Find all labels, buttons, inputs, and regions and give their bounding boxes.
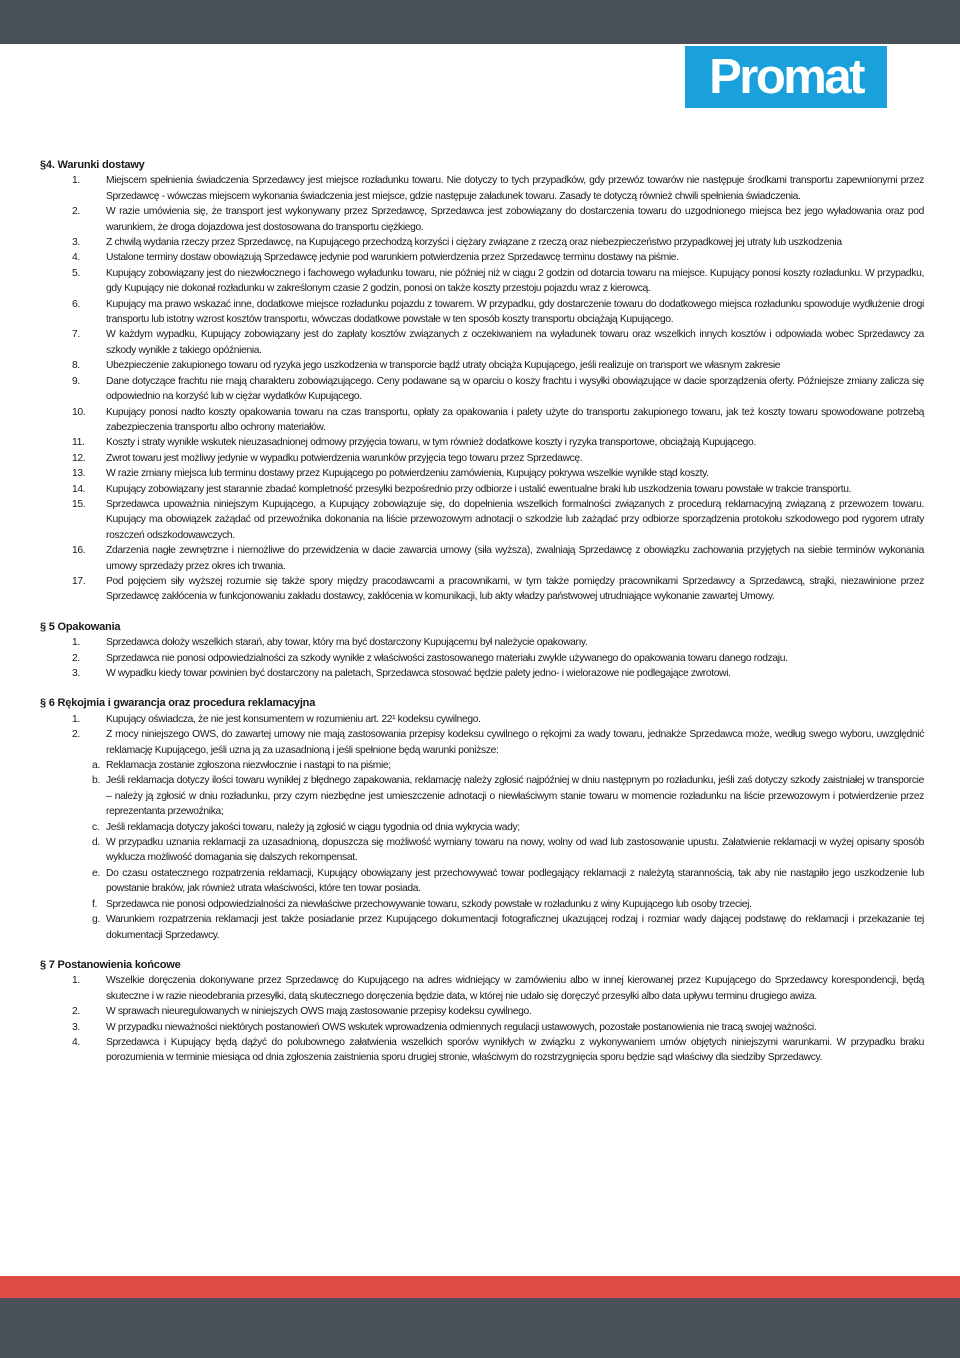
item-number: 3. [72, 1021, 80, 1033]
list-item [40, 897, 924, 912]
footer-red-band [0, 1276, 960, 1298]
item-number: 3. [72, 668, 80, 679]
section-rekojmia [40, 696, 924, 943]
list-item [40, 466, 924, 481]
section-postanowienia [40, 958, 924, 1066]
item-number: 1. [72, 713, 80, 725]
section-title: §4. Warunki dostawy [40, 159, 145, 171]
item-number: 2. [72, 729, 80, 741]
item-number: 9. [72, 375, 80, 387]
list-item [40, 1035, 924, 1066]
list-item [40, 204, 924, 235]
item-text: Z mocy niniejszego OWS, do zawartej umowy nie mają zastosowania przepisy kodeksu cywilnego o rękojmi za wady towaru, jednakże Sprzedawca może, według swego wyboru, uwzględnić reklamację Kupującego, jeśli uzna ją za uzasadnioną i jeśli spełnione będą warunki poniższe: [106, 729, 924, 756]
item-text: Zwrot towaru jest możliwy jedynie w wypadku potwierdzenia warunków przyjęcia tego towaru przez Sprzedawcę. [106, 452, 583, 464]
list-item [40, 543, 924, 574]
item-number: 3. [72, 237, 80, 249]
item-number: 17. [72, 575, 86, 587]
list-item [40, 250, 924, 265]
item-number: 1. [72, 975, 80, 987]
list-item [40, 266, 924, 297]
list-item [40, 405, 924, 436]
item-number: 6. [72, 298, 80, 310]
item-number: a. [92, 760, 100, 772]
item-text: Kupujący zobowiązany jest starannie zbadać kompletność przesyłki bezpośrednio przy odbiorze i ustalić ewentualne braki lub uszkodzenia towaru powstałe w trakcie transportu. [106, 483, 852, 495]
item-text: Warunkiem rozpatrzenia reklamacji jest także posiadanie przez Kupującego dokumentacji fotograficznej ukazującej rodzaj i rozmiar wady dającej podstawę do reklamacji i przekazanie tej dokumentacji Sprzedawcy. [106, 914, 924, 941]
list-item [40, 327, 924, 358]
item-text: Sprzedawca upoważnia niniejszym Kupującego, a Kupujący zobowiązuje się, do dopełnienia wszelkich formalności związanych z procedurą reklamacyjną związaną z przewozem towaru. Kupujący ma obowiązek zażądać od przewoźnika dokonania na liście przewozowym adnotacji o szkodzie lub zażądać przy odbiorze sporządzenia protokołu szkodowego pod rygorem utraty roszczeń odszkodowawczych. [106, 498, 924, 541]
item-text: Kupujący oświadcza, że nie jest konsumentem w rozumieniu art. 22¹ kodeksu cywilnego. [106, 713, 481, 725]
list-item [40, 712, 924, 727]
item-text: Ubezpieczenie zakupionego towaru od ryzyka jego uszkodzenia w transporcie bądź utraty obciąża Kupującego, jeśli realizuje on transport we własnym zakresie [106, 360, 781, 372]
item-number: c. [92, 821, 100, 833]
list-item [40, 835, 924, 866]
item-number: 4. [72, 1036, 80, 1048]
item-number: 16. [72, 545, 86, 557]
document-body [40, 158, 924, 1081]
item-text: Sprzedawca nie ponosi odpowiedzialności za niewłaściwe przechowywanie towaru, szkody powstałe w rozładunku z winy Kupującego lub osoby trzeciej. [106, 898, 752, 910]
item-number: 4. [72, 252, 80, 264]
list-item [40, 651, 924, 666]
list-item [40, 451, 924, 466]
item-text: Zdarzenia nagłe zewnętrzne i niemożliwe do przewidzenia w dacie zawarcia umowy (siła wyższa), zwalniają Sprzedawcę z obowiązku zachowania przyjętych na siebie terminów wykonania umowy sprzedaży przez okres ich trwania. [106, 545, 924, 572]
item-number: 2. [72, 206, 80, 218]
item-number: 1. [72, 175, 80, 187]
item-number: g. [92, 914, 100, 926]
item-text: Ustalone terminy dostaw obowiązują Sprzedawcę jedynie pod warunkiem potwierdzenia przez Sprzedawcę terminu dostawy na piśmie. [106, 252, 679, 264]
section-warunki-dostawy [40, 158, 924, 605]
item-number: 13. [72, 468, 86, 480]
item-text: Pod pojęciem siły wyższej rozumie się także spory między pracodawcami a pracownikami, w tym także pomiędzy pracownikami Sprzedawcy a Sprzedawcą, strajki, niezawinione przez Sprzedawcę zakłócenia w funkcjonowaniu zakładu dostawcy, zakłócenia w komunikacji, lub akty władzy państwowej utrudniające wykonanie zawartej Umowy. [106, 575, 924, 603]
section-items [40, 973, 924, 1065]
list-item [40, 574, 924, 605]
item-number: 8. [72, 360, 80, 372]
item-text: Koszty i straty wynikłe wskutek nieuzasadnionej odmowy przyjęcia towaru, w tym również dodatkowe koszty i ryzyka transportowe, obciążają Kupującego. [106, 437, 756, 449]
list-item [40, 666, 924, 681]
section-title: § 6 Rękojmia i gwarancja oraz procedura reklamacyjna [40, 697, 316, 710]
item-number: 10. [72, 406, 86, 418]
list-item [40, 173, 924, 204]
list-item [40, 482, 924, 497]
item-text: Sprzedawca dołoży wszelkich starań, aby towar, który ma być dostarczony Kupującemu był należycie opakowany. [106, 637, 588, 649]
item-text: W sprawach nieuregulowanych w niniejszych OWS mają zastosowanie przepisy kodeksu cywilnego. [106, 1006, 532, 1018]
list-item [40, 435, 924, 450]
item-number: b. [92, 775, 100, 787]
item-number: 2. [72, 652, 80, 664]
item-text: W przypadku nieważności niektórych postanowień OWS wskutek wprowadzenia odmiennych regulacji ustawowych, pozostałe postanowienia nie tracą swojej ważności. [106, 1021, 817, 1033]
item-number: 5. [72, 267, 80, 279]
list-item [40, 912, 924, 943]
item-text: W wypadku kiedy towar powinien być dostarczony na paletach, Sprzedawca stosować będzie palety jedno- i wielorazowe nie podlegające zwrotowi. [106, 668, 731, 679]
item-number: e. [92, 867, 100, 879]
item-text: Kupujący ponosi nadto koszty opakowania towaru na czas transportu, opłaty za opakowania i palety użyte do transportu zakupionego towaru, jak też koszty towaru spowodowane potrzebą zabezpieczenia transportu albo ochrony materiałów. [106, 406, 924, 433]
item-number: d. [92, 837, 100, 849]
list-item [40, 235, 924, 250]
list-item [40, 297, 924, 328]
list-item [40, 973, 924, 1004]
item-number: f. [92, 898, 98, 910]
list-item [40, 1004, 924, 1019]
item-number: 7. [72, 329, 80, 341]
section-title: § 7 Postanowienia końcowe [40, 958, 181, 971]
item-text: W razie umówienia się, że transport jest wykonywany przez Sprzedawcę, Sprzedawca jest zobowiązany do dostarczenia towaru do uzgodnionego miejsca bez jego wyładowania oraz pod warunkiem, że droga dojazdowa jest dostosowana do transportu ciężkiego. [106, 206, 924, 233]
item-text: Miejscem spełnienia świadczenia Sprzedawcy jest miejsce rozładunku towaru. Nie dotyczy to tych przypadków, gdy przewóz towarów nie następuje środkami transportu zapewnionymi przez Sprzedawcę - wówczas miejscem wykonania świadczenia jest miejsce, gdzie następuje załadunek towaru. Zasady te dotyczą również chwili spełnienia świadczenia. [106, 175, 924, 202]
item-text: W przypadku uznania reklamacji za uzasadnioną, dopuszcza się możliwość wymiany towaru na nowy, wolny od wad lub zastosowanie upustu. Załatwienie reklamacji w wyżej opisany sposób wyklucza możliwość domagania się dalszych rekompensat. [106, 837, 924, 864]
item-number: 12. [72, 452, 86, 464]
item-text: Sprzedawca nie ponosi odpowiedzialności za szkody wynikłe z właściwości zastosowanego materiału zwykle używanego do opakowania towaru danego rodzaju. [106, 652, 788, 664]
top-bar [0, 0, 960, 44]
list-item [40, 358, 924, 373]
item-text: Dane dotyczące frachtu nie mają charakteru zobowiązującego. Ceny podawane są w oparciu o koszy frachtu i wysyłki obowiązujące w dacie sporządzenia oferty. Późniejsze zmiany zalicza się odpowiednio na korzyść lub w ciężar wydatków Kupującego. [106, 375, 924, 403]
item-text: Wszelkie doręczenia dokonywane przez Sprzedawcę do Kupującego na adres widniejący w zamówieniu albo w innej kierowanej przez Kupującego do Sprzedawcy korespondencji, będą skuteczne i w razie nieodebrania przesyłki, datą skutecznego doręczenia będzie data, w której nie udało się doręczyć przesyłki albo data upływu terminu drugiego awiza. [106, 975, 924, 1002]
list-item [40, 820, 924, 835]
list-item [40, 727, 924, 758]
promat-logo: Promat [685, 46, 887, 108]
item-text: Reklamacja zostanie zgłoszona niezwłocznie i nastąpi to na piśmie; [106, 760, 391, 772]
item-text: Jeśli reklamacja dotyczy ilości towaru wynikłej z błędnego zapakowania, reklamację należy zgłosić najpóźniej w dniu następnym po rozładunku, jeśli zaś dotyczy szkody zaistniałej w transporcie – należy ją zgłosić w dniu rozładunku, przy czym niezbędne jest umieszczenie adnotacji o niewłaściwym stanie towaru w momencie rozładunku na liście przewozowym i potwierdzenie przez reprezentanta przewoźnika; [106, 775, 924, 818]
list-item [40, 773, 924, 819]
list-item [40, 497, 924, 543]
section-items [40, 635, 924, 681]
item-text: Sprzedawca i Kupujący będą dążyć do polubownego załatwienia wszelkich sporów wynikłych w związku z wykonywaniem umów objętych niniejszymi warunkami. W przypadku braku porozumienia w terminie miesiąca od dnia zgłoszenia zaistnienia sporu drugiej stronie, właściwym do rozstrzygnięcia sporu będzie sąd właściwy dla siedziby Sprzedawcy. [106, 1036, 924, 1064]
item-text: Z chwilą wydania rzeczy przez Sprzedawcę, na Kupującego przechodzą korzyści i ciężary związane z rzeczą oraz niebezpieczeństwo przypadkowej jej utraty lub uszkodzenia [106, 237, 842, 249]
item-number: 2. [72, 1006, 80, 1018]
list-item [40, 758, 924, 773]
item-number: 1. [72, 637, 80, 649]
item-text: Do czasu ostatecznego rozpatrzenia reklamacji, Kupujący obowiązany jest przechowywać towar podlegający reklamacji z należytą starannością, tak aby nie nastąpiło jego uszkodzenie lub powstanie braków, jak również utrata właściwości, które ten towar posiada. [106, 867, 924, 895]
item-text: Kupujący zobowiązany jest do niezwłocznego i fachowego wyładunku towaru, nie później niż w ciągu 2 godzin od dotarcia towaru na miejsce. Kupujący ponosi koszty rozładunku. W przypadku, gdy Kupujący nie dokonał rozładunku w zakreślonym czasie 2 godzin, ponosi on także koszty przestoju pojazdu wraz z kierowcą. [106, 267, 924, 295]
section-title: § 5 Opakowania [40, 620, 121, 633]
item-number: 11. [72, 437, 85, 449]
item-text: Jeśli reklamacja dotyczy jakości towaru, należy ją zgłosić w ciągu tygodnia od dnia wykrycia wady; [106, 821, 520, 833]
list-item [40, 374, 924, 405]
footer-gray-band [0, 1298, 960, 1358]
section-subitems [40, 758, 924, 943]
item-text: Kupujący ma prawo wskazać inne, dodatkowe miejsce rozładunku pojazdu z towarem. W przypadku, gdy dostarczenie towaru do dodatkowego miejsca rozładunku spowoduje wydłużenie drogi transportu lub istotny wzrost kosztów transportu, wówczas dodatkowe powstałe w ten sposób koszty transportu obciążają Kupującego. [106, 298, 924, 326]
list-item [40, 1020, 924, 1035]
section-items [40, 173, 924, 604]
item-number: 14. [72, 483, 86, 495]
section-items [40, 712, 924, 758]
item-number: 15. [72, 498, 86, 510]
section-opakowania [40, 620, 924, 682]
item-text: W razie zmiany miejsca lub terminu dostawy przez Kupującego po potwierdzeniu zamówienia, Kupujący pokrywa wszelkie wynikłe stąd koszty. [106, 468, 709, 480]
list-item [40, 866, 924, 897]
item-text: W każdym wypadku, Kupujący zobowiązany jest do zapłaty kosztów związanych z oczekiwaniem na wyładunek towaru oraz wszelkich innych kosztów i odpowiada wobec Sprzedawcy za szkody wynikłe z takiego opóźnienia. [106, 329, 924, 356]
list-item [40, 635, 924, 650]
